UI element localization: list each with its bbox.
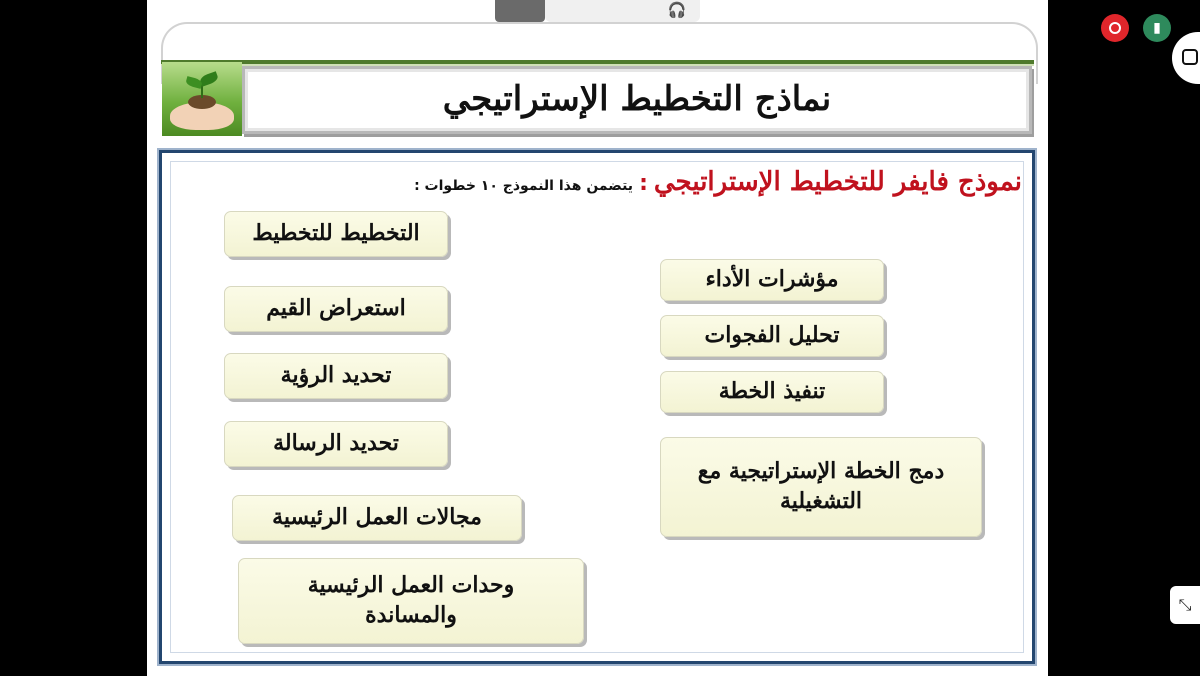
presentation-slide	[147, 0, 1048, 676]
plant-in-hands-image	[162, 62, 242, 136]
step-box: وحدات العمل الرئيسية والمساندة	[238, 558, 584, 644]
subtitle-note: يتضمن هذا النموذج ١٠ خطوات :	[414, 178, 634, 194]
step-box: استعراض القيم	[224, 286, 448, 332]
step-box: تحليل الفجوات	[660, 315, 884, 357]
top-toolbar-tab[interactable]	[495, 0, 545, 22]
subtitle-row	[172, 167, 1022, 203]
record-icon	[1109, 22, 1121, 34]
model-subtitle: نموذج فايفر للتخطيط الإستراتيجي	[653, 167, 1022, 197]
step-box: تنفيذ الخطة	[660, 371, 884, 413]
record-button[interactable]	[1101, 14, 1129, 42]
content-frame	[159, 150, 1035, 664]
step-box: تحديد الرسالة	[224, 421, 448, 467]
bar-chart-icon: ▮	[1153, 20, 1161, 36]
step-box: مؤشرات الأداء	[660, 259, 884, 301]
square-window-icon	[1182, 49, 1198, 65]
step-box: التخطيط للتخطيط	[224, 211, 448, 257]
subtitle-separator: :	[639, 171, 648, 196]
step-box: تحديد الرؤية	[224, 353, 448, 399]
expand-button[interactable]	[1170, 586, 1200, 624]
step-box: دمج الخطة الإستراتيجية مع التشغيلية	[660, 437, 982, 537]
leaf-shape	[199, 71, 219, 87]
stats-button[interactable]	[1143, 14, 1171, 42]
expand-arrows-icon: ⤡	[1178, 595, 1192, 614]
headphones-icon[interactable]: 🎧	[667, 1, 687, 19]
slide-title-box	[242, 66, 1032, 134]
viewer-sidebar	[1048, 0, 1200, 676]
step-box: مجالات العمل الرئيسية	[232, 495, 522, 541]
slide-title: نماذج التخطيط الإستراتيجي	[442, 79, 832, 119]
